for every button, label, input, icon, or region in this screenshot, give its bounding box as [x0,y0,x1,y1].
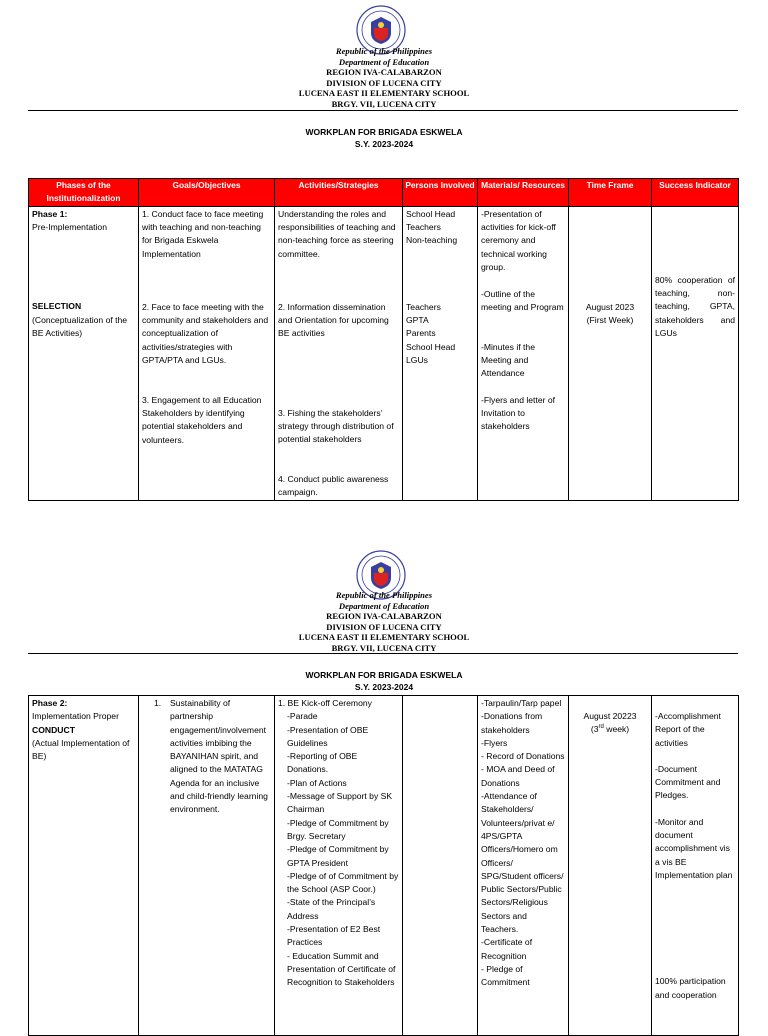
success-cell [652,206,739,500]
person-item: Teachers [406,222,441,233]
activity-item: -Presentation of OBE Guidelines [287,724,369,748]
material-item: -Flyers [481,737,508,748]
republic-line: Republic of the Philippines [335,590,433,600]
success-indicator: -Accomplishment Report of the activities [655,711,721,748]
material-item: -Presentation of activities for kick-off ceremony and technical working group. [481,208,556,272]
school-line: LUCENA EAST II ELEMENTARY SCHOOL [298,632,470,642]
workplan-title: WORKPLAN FOR BRIGADA ESKWELA [305,127,463,137]
goal-item: 3. Engagement to all Education Stakeholders by identifying potential stakeholders and volunteers. [142,394,262,445]
phase-title: Phase 1: [32,208,68,219]
workplan-table-phase1 [28,178,739,501]
col-header-materials: Materials/ Resources [478,179,569,207]
table-row [29,696,739,1036]
material-item: -Outline of the meeting and Program [481,288,564,313]
activity-item: - Education Summit and Presentation of Certificate of Recognition to Stakeholders [287,950,396,988]
success-indicator: -Document Commitment and Pledges. [655,763,721,801]
success-indicator: 100% participation and cooperation [655,976,726,1000]
conduct-subtitle: (Actual Implementation of BE) [32,737,130,762]
selection-title: SELECTION [32,301,82,312]
activity-item: -Pledge of Commitment by GPTA President [287,844,389,868]
goal-number: 1. [154,698,162,708]
col-header-phases: Phases of the Institutionalization [29,179,139,207]
phase-title: Phase 2: [32,698,68,708]
person-item: Teachers [406,301,441,312]
activity-item: 4. Conduct public awareness campaign. [278,473,389,498]
activity-item: 3. Fishing the stakeholders’ strategy through distribution of potential stakeholders [278,407,394,445]
table-header-row [29,179,739,207]
material-item: -Minutes if the Meeting and Attendance [481,341,535,379]
success-cell [652,696,739,1036]
activity-item: -Plan of Actions [287,777,347,788]
time-frame-cell [569,206,652,500]
activity-item: -State of the Principal’s Address [287,897,376,921]
conduct-title: CONDUCT [32,724,75,735]
department-line: Department of Education [338,600,430,611]
phase-subtitle: Pre-Implementation [32,222,107,233]
materials-cell [478,206,569,500]
time-frame-week: (First Week) [586,315,634,326]
division-line: DIVISION OF LUCENA CITY [326,621,442,632]
person-item: Non-teaching [406,235,458,246]
material-item: -Tarpaulin/Tarp papel [481,698,562,708]
division-line: DIVISION OF LUCENA CITY [326,77,442,88]
materials-cell [478,696,569,1036]
header-rule [28,110,738,111]
activity-item: -Message of Support by SK Chairman [287,791,393,815]
school-line: LUCENA EAST II ELEMENTARY SCHOOL [298,88,470,98]
col-header-activities: Activities/Strategies [275,179,403,207]
region-line: REGION IVA-CALABARZON [326,67,442,77]
phase-subtitle: Implementation Proper [32,711,119,722]
phase-cell [29,696,139,1036]
time-frame-month: August 20223 [583,711,637,721]
time-frame-cell [569,696,652,1036]
republic-line: Republic of the Philippines [335,46,433,56]
material-item: - Pledge of Commitment [481,963,530,988]
goals-cell [139,696,275,1036]
col-header-success: Success Indicator [652,179,739,207]
material-item: -Flyers and letter of Invitation to stakeholders [481,394,556,432]
activity-item: -Pledge of of Commitment by the School (ASP Coor.) [287,870,399,895]
goal-item: 1. Conduct face to face meeting with teaching and non-teaching for Brigada Eskwela Implementation [142,208,264,259]
activities-cell [275,696,403,1036]
material-item: -Donations from stakeholders [481,711,543,735]
workplan-table-phase2 [28,695,739,1036]
page-2 [0,540,768,1024]
goals-cell [139,206,275,500]
workplan-title: WORKPLAN FOR BRIGADA ESKWELA [305,670,463,680]
col-header-time-frame: Time Frame [569,179,652,207]
success-indicator: -Monitor and document accomplishment vis a vis BE Implementation plan [655,816,733,880]
phase-cell [29,206,139,500]
header-rule [28,653,738,654]
school-year: S.Y. 2023-2024 [354,139,414,149]
address-line: BRGY. VII, LUCENA CITY [331,98,437,109]
activity-item: -Reporting of OBE Donations. [287,751,358,775]
col-header-goals: Goals/Objectives [139,179,275,207]
col-header-persons: Persons Involved [403,179,478,207]
person-item: GPTA [406,315,429,325]
region-line: REGION IVA-CALABARZON [326,611,442,621]
activity-item: -Parade [287,711,318,722]
address-line: BRGY. VII, LUCENA CITY [331,642,437,653]
person-item: Parents [406,328,436,339]
time-frame-month: August 2023 [585,301,635,312]
material-item: - Record of Donations [481,751,565,762]
person-item: School Head [406,341,456,352]
activity-item: Understanding the roles and responsibilities of teaching and non-teaching force as steering committee. [278,208,396,259]
goal-item: 2. Face to face meeting with the community and stakeholders and conceptualization of activities/strategies with GPTA/PTA and LGUs. [142,301,269,365]
activity-item: -Pledge of Commitment by Brgy. Secretary [287,817,389,841]
time-frame-week: (3rd week) [590,724,630,735]
selection-subtitle: (Conceptualization of the BE Activities) [32,314,128,338]
person-item: LGUs [406,354,428,365]
letterhead [0,590,768,653]
activity-item: -Presentation of E2 Best Practices [287,924,381,948]
material-item: -Attendance of Stakeholders/ Volunteers/privat e/ 4PS/GPTA Officers/Homero om Officers/ SPG/Student officers/ Public Sectors/Public Sectors/Religious Sectors and Teachers. [481,791,564,935]
activity-item: 2. Information dissemination and Orientation for upcoming BE activities [278,301,389,339]
letterhead [0,46,768,109]
material-item: -Certificate of Recognition [481,937,533,961]
department-line: Department of Education [338,56,430,67]
material-item: - MOA and Deed of Donations [481,764,555,788]
persons-cell [403,696,478,1036]
success-indicator: 80% cooperation of teaching, non-teaching, GPTA, stakeholders and LGUs [655,274,735,338]
table-row [29,206,739,500]
goal-item: Sustainability of partnership engagement/involvement activities imbibing the BAYANIHAN spirit, and aligned to the MATATAG Agenda for an inclusive and child-friendly learning environment. [170,698,268,815]
person-item: School Head [406,208,456,219]
persons-cell [403,206,478,500]
activity-title: 1. BE Kick-off Ceremony [278,698,372,708]
activities-cell [275,206,403,500]
school-year: S.Y. 2023-2024 [354,682,414,692]
